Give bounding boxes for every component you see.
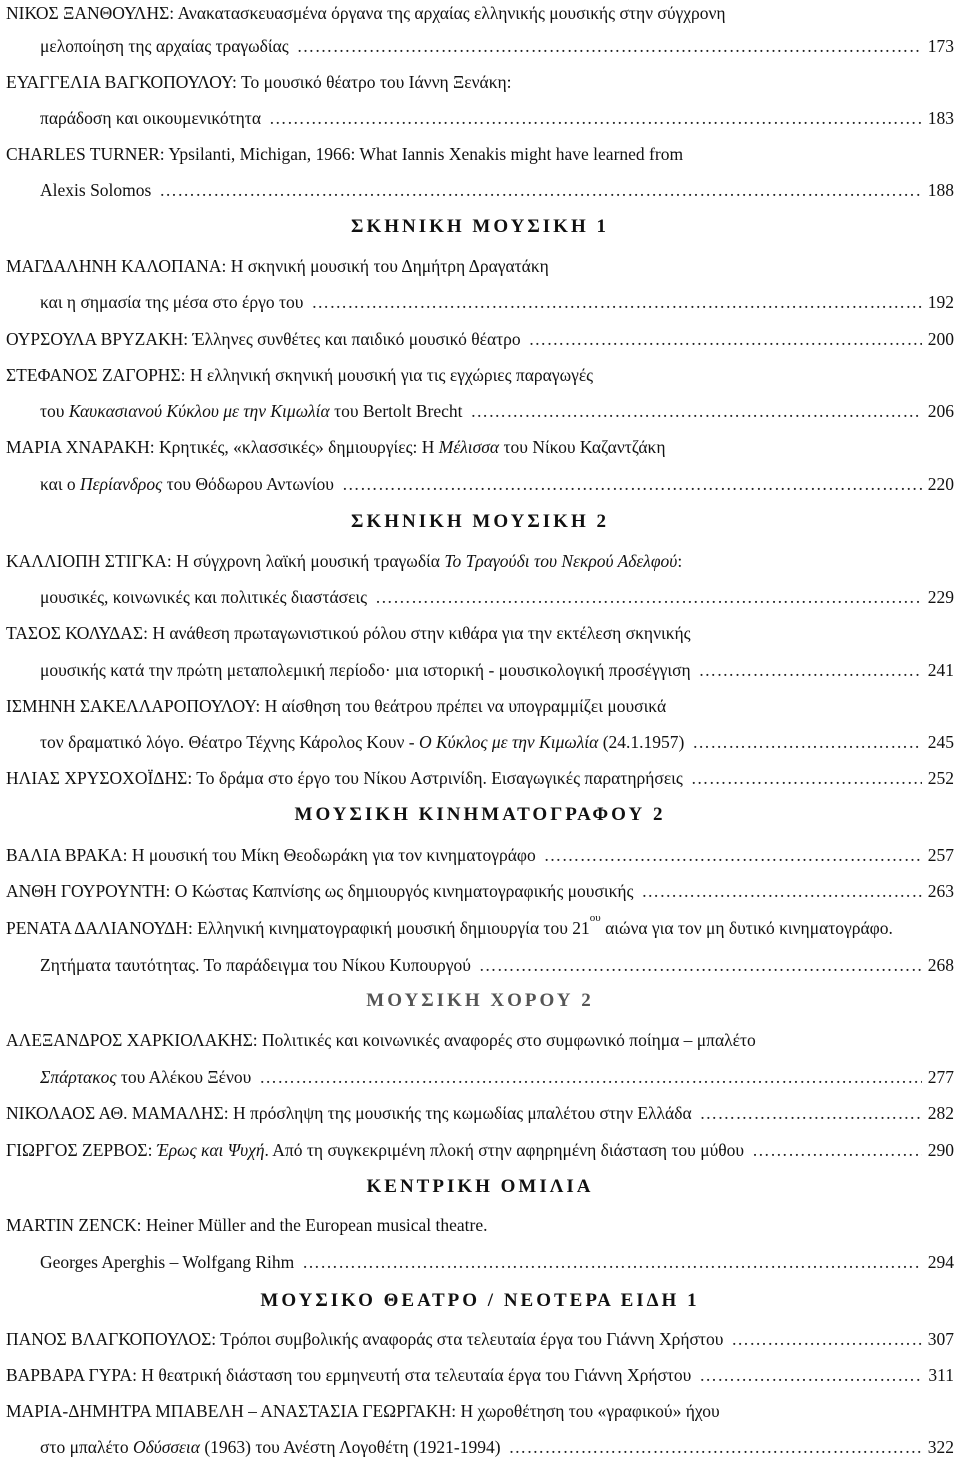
toc-entry-line [6,434,954,460]
page-number: 241 [927,660,954,680]
leader-dots [269,105,922,131]
toc-entry-line [40,1064,954,1090]
work-title-italic: Καυκασιανού Κύκλου με την Κιμωλία [68,401,330,421]
entry-text: ΤΑΣΟΣ ΚΟΛΥΔΑΣ: Η ανάθεση πρωταγωνιστικού ρόλου στην κιθάρα για την εκτέλεση σκηνικής [6,623,691,643]
toc-entry-line [40,289,954,315]
leader-dots [752,1137,922,1163]
text-run: και ο [40,474,81,494]
page-number: 173 [927,36,954,56]
entry-text: ΑΛΕΞΑΝΔΡΟΣ ΧΑΡΚΙΟΛΑΚΗΣ: Πολιτικές και κοινωνικές αναφορές στο συμφωνικό ποίημα – μπαλέτο [6,1030,756,1050]
work-title-italic: Το Τραγούδι του Νεκρού Αδελφού [444,551,678,571]
entry-text: ΝΙΚΟΣ ΞΑΝΘΟΥΛΗΣ: Ανακατασκευασμένα όργανα της αρχαίας ελληνικής μουσικής στην σύγχρονη [6,3,726,23]
leader-dots [691,765,922,791]
text-run: τον δραματικό λόγο. Θέατρο Τέχνης Κάρολος Κουν - [40,732,419,752]
entry-text [40,729,684,755]
toc-entry-line [6,1100,954,1126]
page-number: 277 [927,1067,954,1087]
entry-text [40,471,334,497]
entry-text [40,1064,251,1090]
page-number: 257 [927,845,954,865]
page-number: 282 [927,1103,954,1123]
work-title-italic: Σπάρτακος [40,1067,117,1087]
text-run: : [677,551,683,571]
section-heading: ΜΟΥΣΙΚΗ ΧΟΡΟΥ 2 [366,990,594,1011]
leader-dots [700,1100,922,1126]
entry-text: μουσικής κατά την πρώτη μεταπολεμική περίοδο· μια ιστορική - μουσικολογική προσέγγιση [40,660,691,680]
page-number: 268 [927,955,954,975]
page-number: 245 [927,732,954,752]
entry-text: MARTIN ZENCK: Heiner Müller and the European musical theatre. [6,1215,488,1235]
section-heading: ΣΚΗΝΙΚΗ ΜΟΥΣΙΚΗ 1 [351,216,609,237]
page-number: 220 [927,474,954,494]
toc-entry-line [40,398,954,424]
entry-text: Georges Aperghis – Wolfgang Rihm [40,1252,295,1272]
page-number: 307 [927,1329,954,1349]
toc-entry-line [6,1326,954,1352]
work-title-italic: Περίανδρος [80,474,163,494]
toc-entry-line [6,362,954,388]
leader-dots [342,471,922,497]
toc-entry-line [40,1249,954,1275]
section-heading: ΜΟΥΣΙΚΟ ΘΕΑΤΡΟ / ΝΕΟΤΕΡΑ ΕΙΔΗ 1 [260,1290,700,1311]
toc-entry-line [6,765,954,791]
page-number: 322 [927,1437,954,1457]
leader-dots [259,1064,922,1090]
toc-entry-line [40,657,954,683]
leader-dots [302,1249,922,1275]
toc-entry-line [6,1362,954,1388]
toc-entry-line [40,177,954,203]
toc-entry-line [6,912,954,941]
toc-entry-line [6,0,954,26]
entry-text: μελοποίηση της αρχαίας τραγωδίας [40,36,289,56]
page-number: 311 [928,1365,954,1385]
entry-text [40,1434,501,1460]
toc-entry-line [40,584,954,610]
leader-dots [692,729,922,755]
toc-entry-line [6,69,954,95]
work-title-italic: Μέλισσα [438,437,500,457]
entry-text: μουσικές, κοινωνικές και πολιτικές διαστάσεις [40,587,368,607]
toc-entry-line [6,1137,954,1163]
text-run: στο μπαλέτο [40,1437,133,1457]
page-number: 192 [927,292,954,312]
text-run: του Bertolt Brecht [329,401,463,421]
toc-entry-line [40,33,954,59]
entry-text: ΜΑΡΙΑ-ΔΗΜΗΤΡΑ ΜΠΑΒΕΛΗ – ΑΝΑΣΤΑΣΙΑ ΓΕΩΡΓΑΚΗ: Η χωροθέτηση του «γραφικού» ήχου [6,1401,720,1421]
toc-entry-line [6,141,954,167]
page-number: 263 [927,881,954,901]
entry-text: ΒΑΛΙΑ ΒΡΑΚΑ: Η μουσική του Μίκη Θεοδωράκη για τον κινηματογράφο [6,845,536,865]
text-run: αιώνα για τον μη δυτικό κινηματογράφο. [600,918,893,938]
entry-text: ΒΑΡΒΑΡΑ ΓΥΡΑ: Η θεατρική διάσταση του ερμηνευτή στα τελευταία έργα του Γιάννη Χρήστου [6,1365,692,1385]
text-run: του Θόδωρου Αντωνίου [162,474,334,494]
entry-text: ΕΥΑΓΓΕΛΙΑ ΒΑΓΚΟΠΟΥΛΟΥ: Το μουσικό θέατρο του Ιάννη Ξενάκη: [6,72,512,92]
toc-entry-line [6,620,954,646]
text-run: . Από τη συγκεκριμένη πλοκή στην αφηρημένη διάσταση του μύθου [264,1140,745,1160]
text-run: ΡΕΝΑΤΑ ΔΑΛΙΑΝΟΥΔΗ: Ελληνική κινηματογραφική μουσική δημιουργία του 21 [6,918,590,938]
toc-entry-line [6,548,954,574]
entry-text: ΗΛΙΑΣ ΧΡΥΣΟΧΟΪΔΗΣ: Το δράμα στο έργο του Νίκου Αστρινίδη. Εισαγωγικές παρατηρήσεις [6,768,683,788]
entry-text [6,1137,744,1163]
page-number: 200 [927,329,954,349]
text-run: του Νίκου Καζαντζάκη [499,437,666,457]
page-number: 252 [927,768,954,788]
section-heading: ΣΚΗΝΙΚΗ ΜΟΥΣΙΚΗ 2 [351,511,609,532]
page-number: 206 [927,401,954,421]
text-run: ΓΙΩΡΓΟΣ ΖΕΡΒΟΣ: [6,1140,157,1160]
leader-dots [311,289,922,315]
text-run: του [40,401,69,421]
work-title-italic: Έρως και Ψυχή [156,1140,265,1160]
superscript: ου [589,912,601,925]
toc-entry-line [6,878,954,904]
page-number: 183 [927,108,954,128]
section-heading: ΚΕΝΤΡΙΚΗ ΟΜΙΛΙΑ [366,1176,594,1197]
leader-dots [529,326,922,352]
leader-dots [699,657,922,683]
entry-text: ΠΑΝΟΣ ΒΛΑΓΚΟΠΟΥΛΟΣ: Τρόποι συμβολικής αναφοράς στα τελευταία έργα του Γιάννη Χρήστου [6,1329,724,1349]
toc-entry-line [6,1398,954,1424]
toc-entry-line [40,105,954,131]
leader-dots [509,1434,922,1460]
text-run: (24.1.1957) [598,732,685,752]
text-run: (1963) του Ανέστη Λογοθέτη (1921-1994) [199,1437,501,1457]
leader-dots [297,33,922,59]
toc-entry-line [6,1212,954,1238]
leader-dots [479,952,922,978]
toc-entry-line [6,842,954,868]
section-heading: ΜΟΥΣΙΚΗ ΚΙΝΗΜΑΤΟΓΡΑΦΟΥ 2 [294,804,666,825]
entry-text: ΝΙΚΟΛΑΟΣ ΑΘ. ΜΑΜΑΛΗΣ: Η πρόσληψη της μουσικής της κωμωδίας μπαλέτου στην Ελλάδα [6,1103,692,1123]
entry-text: ΑΝΘΗ ΓΟΥΡΟΥΝΤΗ: Ο Κώστας Καπνίσης ως δημιουργός κινηματογραφικής μουσικής [6,881,634,901]
page-number: 188 [927,180,954,200]
entry-text: ΜΑΓΔΑΛΗΝΗ ΚΑΛΟΠΑΝΑ: Η σκηνική μουσική του Δημήτρη Δραγατάκη [6,256,549,276]
leader-dots [159,177,922,203]
entry-text: CHARLES TURNER: Ypsilanti, Michigan, 1966: What Iannis Xenakis might have learned from [6,144,684,164]
leader-dots [641,878,922,904]
entry-text: Alexis Solomos [40,180,152,200]
entry-text: Ζητήματα ταυτότητας. Το παράδειγμα του Νίκου Κυπουργού [40,955,471,975]
leader-dots [699,1362,922,1388]
text-run: ΚΑΛΛΙΟΠΗ ΣΤΙΓΚΑ: Η σύγχρονη λαϊκή μουσική τραγωδία [6,551,445,571]
toc-entry-line [6,253,954,279]
entry-text: ΣΤΕΦΑΝΟΣ ΖΑΓΟΡΗΣ: Η ελληνική σκηνική μουσική για τις εγχώριες παραγωγές [6,365,594,385]
toc-entry-line [40,1434,954,1460]
toc-entry-line [6,326,954,352]
entry-text: παράδοση και οικουμενικότητα [40,108,262,128]
entry-text: ΙΣΜΗΝΗ ΣΑΚΕΛΛΑΡΟΠΟΥΛΟΥ: Η αίσθηση του θεάτρου πρέπει να υπογραμμίζει μουσικά [6,696,667,716]
entry-text: ΟΥΡΣΟΥΛΑ ΒΡΥΖΑΚΗ: Έλληνες συνθέτες και παιδικό μουσικό θέατρο [6,329,521,349]
entry-text: και η σημασία της μέσα στο έργο του [40,292,304,312]
leader-dots [471,398,922,424]
page-number: 290 [927,1140,954,1160]
entry-text [40,398,463,424]
leader-dots [731,1326,922,1352]
work-title-italic: Οδύσσεια [132,1437,200,1457]
work-title-italic: Ο Κύκλος με την Κιμωλία [418,732,599,752]
page-number: 229 [927,587,954,607]
toc-entry-line [6,693,954,719]
toc-entry-line [6,1027,954,1053]
leader-dots [544,842,922,868]
text-run: ΜΑΡΙΑ ΧΝΑΡΑΚΗ: Κρητικές, «κλασσικές» δημιουργίες: Η [6,437,439,457]
leader-dots [375,584,922,610]
page-number: 294 [927,1252,954,1272]
toc-entry-line [40,729,954,755]
text-run: του Αλέκου Ξένου [116,1067,252,1087]
toc-entry-line [40,471,954,497]
toc-entry-line [40,952,954,978]
